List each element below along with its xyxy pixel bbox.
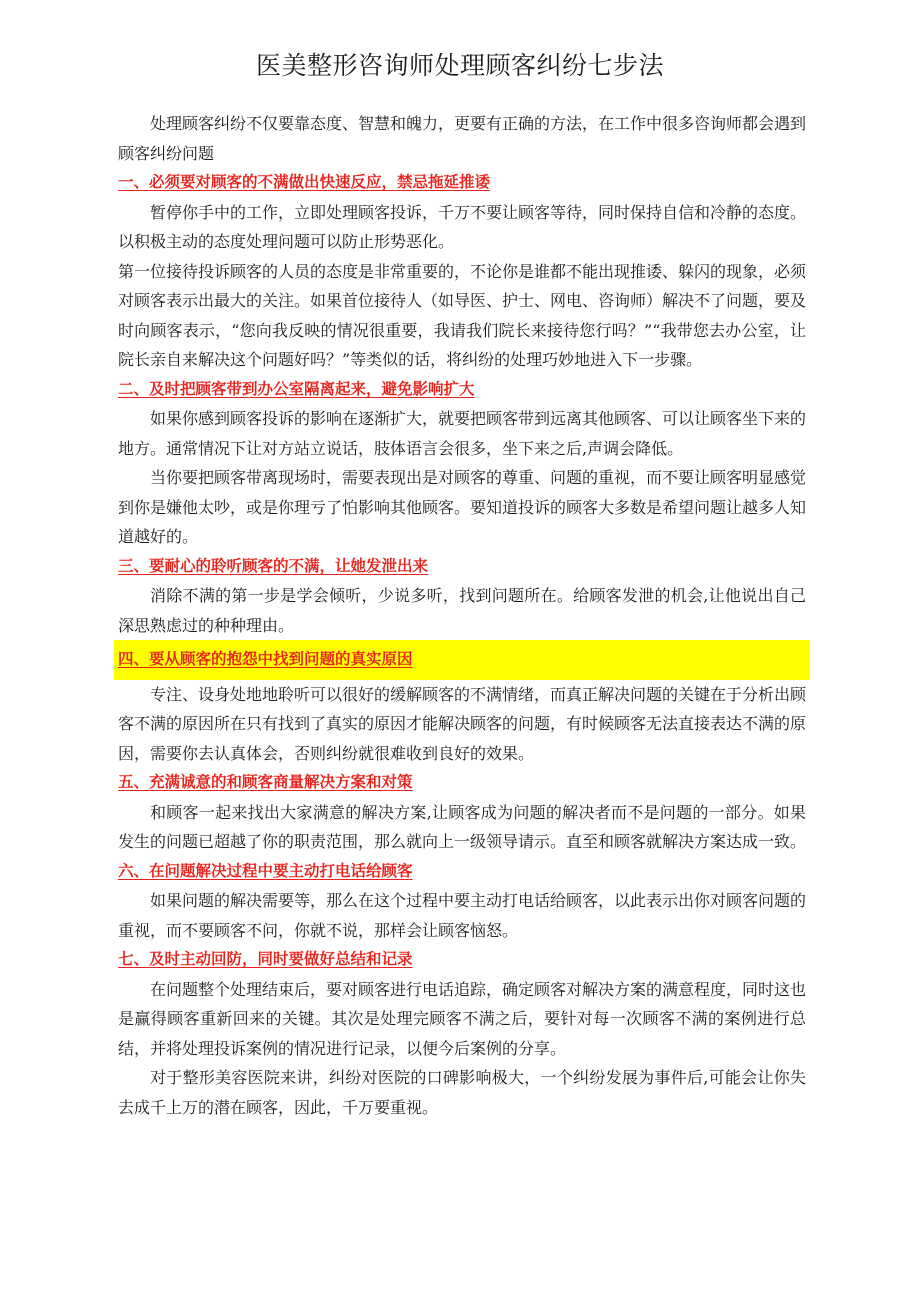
- section-7-paragraph-2: 对于整形美容医院来讲，纠纷对医院的口碑影响极大，一个纠纷发展为事件后,可能会让你失去成千上万的潜在顾客，因此，千万要重视。: [118, 1068, 806, 1117]
- section-5-heading: 五、充满诚意的和顾客商量解决方案和对策: [118, 773, 413, 791]
- section-2-paragraph-1: 如果你感到顾客投诉的影响在逐渐扩大，就要把顾客带到远离其他顾客、可以让顾客坐下来的地方。通常情况下让对方站立说话，肢体语言会很多，坐下来之后,声调会降低。: [118, 409, 807, 458]
- section-5-paragraph-1: 和顾客一起来找出大家满意的解决方案,让顾客成为问题的解决者而不是问题的一部分。如果发生的问题已超越了你的职责范围，那么就向上一级领导请示。直至和顾客就解决方案达成一致。: [118, 802, 807, 851]
- section-3-paragraph-1: 消除不满的第一步是学会倾听，少说多听，找到问题所在。给顾客发泄的机会,让他说出自己深思熟虑过的种种理由。: [118, 586, 806, 635]
- section-7-heading: 七、及时主动回防，同时要做好总结和记录: [118, 950, 413, 968]
- section-4-paragraph-1: 专注、设身处地地聆听可以很好的缓解顾客的不满情绪，而真正解决问题的关键在于分析出顾客不满的原因所在只有找到了真实的原因才能解决顾客的问题，有时候顾客无法直接表达不满的原因，需要你去认真体会，否则纠纷就很难收到良好的效果。: [118, 684, 807, 763]
- document-title: 医美整形咨询师处理顾客纠纷七步法: [255, 51, 664, 80]
- section-1-paragraph-2: 第一位接待投诉顾客的人员的态度是非常重要的，不论你是谁都不能出现推诿、躲闪的现象，必须对顾客表示出最大的关注。如果首位接待人（如导医、护士、网电、咨询师）解决不了问题，要及时向顾客表示，“您向我反映的情况很重要，我请我们院长来接待您行吗？”“我带您去办公室，让院长亲自来解决这个问题好吗？”等类似的话，将纠纷的处理巧妙地进入下一步骤。: [118, 261, 807, 369]
- document-body: [118, 109, 806, 1122]
- section-4-heading: 四、要从顾客的抱怨中找到问题的真实原因: [114, 640, 810, 680]
- section-2-heading: 二、及时把顾客带到办公室隔离起来，避免影响扩大: [118, 379, 475, 398]
- intro-paragraph: 处理顾客纠纷不仅要靠态度、智慧和魄力，更要有正确的方法，在工作中很多咨询师都会遇到顾客纠纷问题: [118, 114, 807, 163]
- section-6-paragraph-1: 如果问题的解决需要等，那么在这个过程中要主动打电话给顾客，以此表示出你对顾客问题的重视，而不要顾客不问，你就不说，那样会让顾客恼怒。: [118, 891, 807, 940]
- section-1-heading: 一、必须要对顾客的不满做出快速反应，禁忌拖延推诿: [118, 173, 491, 191]
- section-2-paragraph-2: 当你要把顾客带离现场时，需要表现出是对顾客的尊重、问题的重视，而不要让顾客明显感觉到你是嫌他太吵，或是你理亏了怕影响其他顾客。要知道投诉的顾客大多数是希望问题让越多人知道越好的。: [118, 468, 807, 546]
- section-7-paragraph-1: 在问题整个处理结束后，要对顾客进行电话追踪，确定顾客对解决方案的满意程度，同时这也是赢得顾客重新回来的关键。其次是处理完顾客不满之后，要针对每一次顾客不满的案例进行总结，并将处理投诉案例的情况进行记录，以便今后案例的分享。: [118, 979, 807, 1058]
- section-3-heading: 三、要耐心的聆听顾客的不满，让她发泄出来: [118, 556, 429, 575]
- section-1-paragraph-1: 暂停你手中的工作，立即处理顾客投诉，千万不要让顾客等待，同时保持自信和冷静的态度。以积极主动的态度处理问题可以防止形势恶化。: [118, 202, 807, 251]
- section-6-heading: 六、在问题解决过程中要主动打电话给顾客: [118, 861, 413, 880]
